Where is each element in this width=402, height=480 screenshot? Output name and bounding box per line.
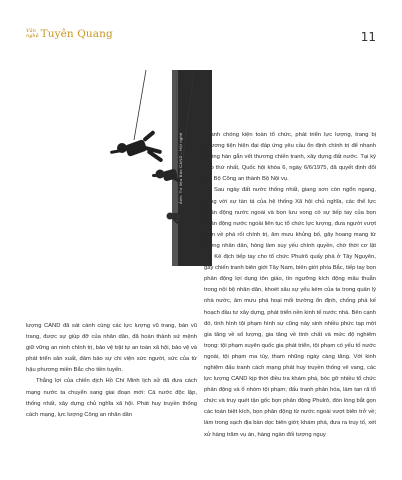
logo-small-text <box>26 29 39 39</box>
logo-small-top: Văn <box>26 28 36 34</box>
page-number: 11 <box>360 30 376 44</box>
paragraph: nhanh chóng kiện toàn tổ chức, phát triển lực lượng, trang bị phương tiện hiện đại đáp ứng yêu cầu ổn định chính trị để nhanh chóng hàn gắn vết thương chiến tranh, xây dựng đất nước. Tại kỳ họp thứ nhất, Quốc hội khóa 6, ngày 6/6/1975, đã quyết định đổi tên Bộ Công an thành Bộ Nội vụ. <box>204 132 376 183</box>
paragraph: Sau ngày đất nước thống nhất, giang sơn còn ngổn ngang, cùng với sự tàn tá của hệ thống Xã hội chủ nghĩa, các thế lực phản động nước ngoài và bọn lưu vong có sự tiếp tay của bọn phản động nước ngoài liên tục tổ chức lực lượng, đưa người vượt biên về phá rối chính trị, âm mưu khủng bố, gây hoang mang từ tưởng nhân dân, hòng làm suy yếu chính quyền, chờ thời cơ lật đổ. Kẻ địch tiếp tay cho tổ chức Phulrô quấy phá ở Tây Nguyên, gây chiến tranh biên giới Tây Nam, biên giới phía Bắc, tiếp tay bọn phản động lợi dụng tôn giáo, tín ngưỡng kích động mâu thuẫn trong nội bộ nhân dân, khoét sâu sự yếu kém của ta trong quản lý nhà nước, âm mưu phá hoại mối trường ổn định, chống phá kế hoạch đầu tư xây dựng, phát triển nền kinh tế nước nhà. Bên cạnh đó, tình hình tội phạm hình sự cũng nảy sinh nhiều phức tạp mới gia tăng về số lượng, gia tăng về tính chất và mức độ nghiêm trọng: tội phạm xuyên quốc gia phát triển, tội phạm có yếu tố nước ngoài, tội phạm ma túy, tham nhũng ngày càng tăng. Với kinh nghiệm đấu tranh cách mạng phát huy truyền thống vẻ vang, các lực lượng CAND kịp thời điều tra khám phá, bóc gỡ nhiều tổ chức phản động và ổ nhóm tội phạm; đấu tranh phản hóa, làm tan rã tổ chức và truy quét tận gốc bọn phản động Phulrô, đón lòng bắt gọn các toán biệt kích, bọn phản động từ nước ngoài vượt biên trở về; làm trong sạch địa bàn dọc biên giới; khám phá, đưa ra truy tố, xét xử hàng trăm vụ án, hàng ngàn đối tượng nguy <box>204 187 376 438</box>
photo-credit: Ảnh: Tư liệu Báo CAND - Hội nghệ <box>178 132 183 204</box>
page-header <box>26 28 376 50</box>
paragraph: Thắng lợi của chiến dịch Hồ Chí Minh lịch sử đã đưa cách mạng nước ta chuyển sang giai đoạn mới: Cả nước độc lập, thống nhất, xây dựng chủ nghĩa xã hội. Phát huy truyền thống cách mạng, lực lượng Công an nhân dân <box>26 378 197 418</box>
paragraph: lượng CAND đã sát cánh cùng các lực lượng vũ trang, bán vũ trang, được sự giúp đỡ của nhân dân, đã hoàn thành sứ mệnh giữ vững an ninh chính trị, bảo vệ trật tự an toàn xã hội, bảo vệ và phát triển sản xuất, đảm bảo sự chi viện sức người, sức của từ hậu phương miền Bắc cho tiền tuyến. <box>26 323 197 374</box>
abseiling-soldiers-photo <box>26 70 212 266</box>
article-left-column <box>26 321 197 421</box>
logo-main-text: Tuyên Quang <box>40 28 113 40</box>
magazine-logo <box>26 28 113 40</box>
article-right-column <box>204 130 376 441</box>
photo-illustration <box>26 70 212 266</box>
logo-small-bottom: nghệ <box>26 33 39 39</box>
